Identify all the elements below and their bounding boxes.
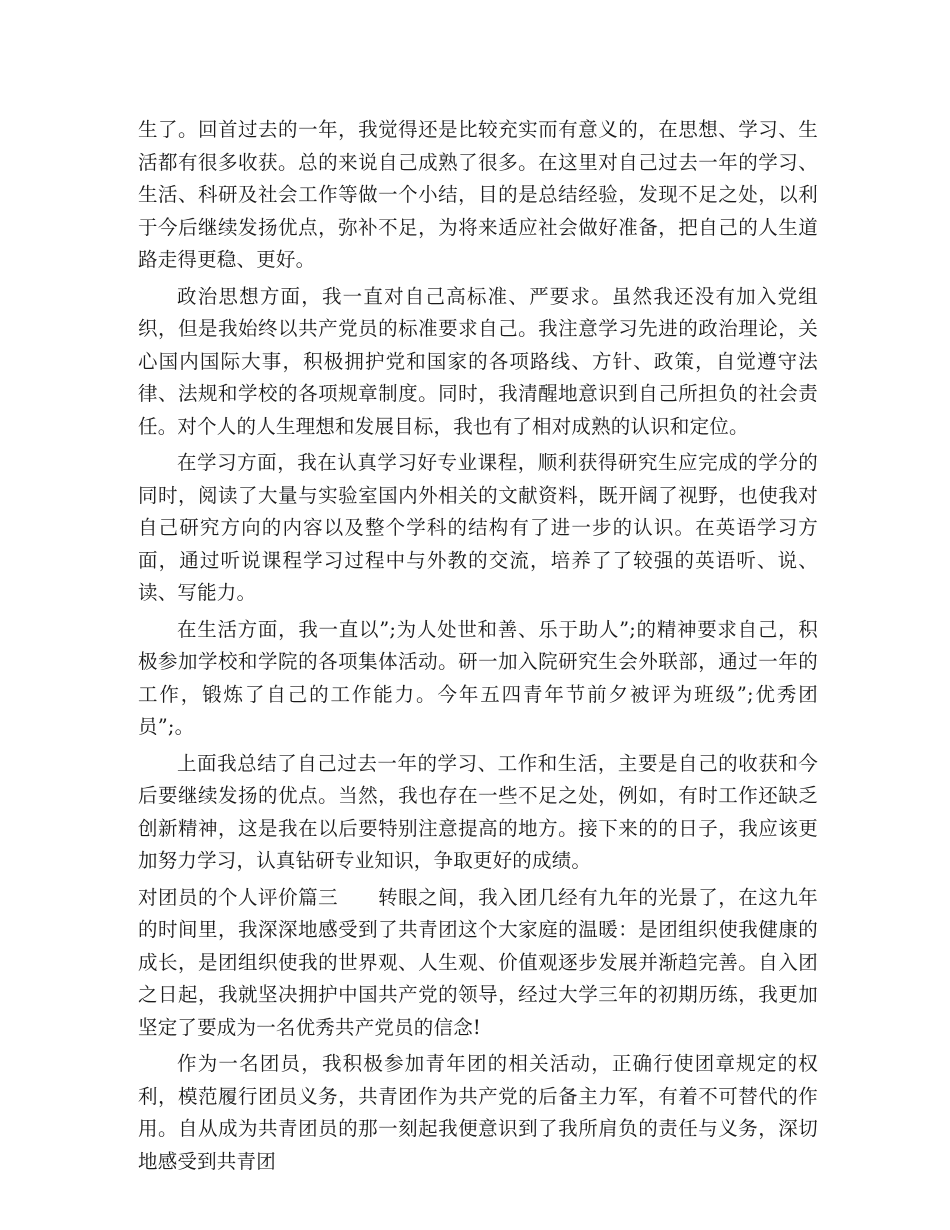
paragraph-life: 在生活方面，我一直以”;为人处世和善、乐于助人”;的精神要求自己，积极参加学校和学院的各项集体活动。研一加入院研究生会外联部，通过一年的工作，锻炼了自己的工作能力。今年五四青年节前夕被评为班级”;优秀团员”;。 [138,617,818,738]
paragraph-political: 政治思想方面，我一直对自己高标准、严要求。虽然我还没有加入党组织，但是我始终以共产党员的标准要求自己。我注意学习先进的政治理论，关心国内国际大事，积极拥护党和国家的各项路线、方针、政策，自觉遵守法律、法规和学校的各项规章制度。同时，我清醒地意识到自己所担负的社会责任。对个人的人生理想和发展目标，我也有了相对成熟的认识和定位。 [138,284,818,438]
section-title: 对团员的个人评价篇三 [138,885,339,909]
paragraph-member: 作为一名团员，我积极参加青年团的相关活动，正确行使团章规定的权利，模范履行团员义务，共青团作为共产党的后备主力军，有着不可替代的作用。自从成为共青团员的那一刻起我便意识到了我所肩负的责任与义务，深切地感受到共青团 [138,1052,818,1173]
paragraph-1: 生了。回首过去的一年，我觉得还是比较充实而有意义的，在思想、学习、生活都有很多收获。总的来说自己成熟了很多。在这里对自己过去一年的学习、生活、科研及社会工作等做一个小结，目的是总结经验，发现不足之处，以利于今后继续发扬优点，弥补不足，为将来适应社会做好准备，把自己的人生道路走得更稳、更好。 [138,118,818,271]
document-body [138,114,818,1182]
section-intro-text: 转眼之间，我入团几经有九年的光景了，在这九年的时间里，我深深地感受到了共青团这个大家庭的温暖：是团组织使我健康的成长，是团组织使我的世界观、人生观、价值观逐步发展并渐趋完善。自入团之日起，我就坚决拥护中国共产党的领导，经过大学三年的初期历练，我更加坚定了要成为一名优秀共产党员的信念! [138,885,818,1039]
paragraph-summary: 上面我总结了自己过去一年的学习、工作和生活，主要是自己的收获和今后要继续发扬的优点。当然，我也存在一些不足之处，例如，有时工作还缺乏创新精神，这是我在以后要特别注意提高的地方。接下来的的日子，我应该更加努力学习，认真钻研专业知识，争取更好的成绩。 [138,751,818,872]
paragraph-study: 在学习方面，我在认真学习好专业课程，顺利获得研究生应完成的学分的同时，阅读了大量与实验室国内外相关的文献资料，既开阔了视野，也使我对自己研究方向的内容以及整个学科的结构有了进一步的认识。在英语学习方面，通过听说课程学习过程中与外教的交流，培养了了较强的英语听、说、读、写能力。 [138,451,818,604]
section-paragraph [138,882,818,1045]
